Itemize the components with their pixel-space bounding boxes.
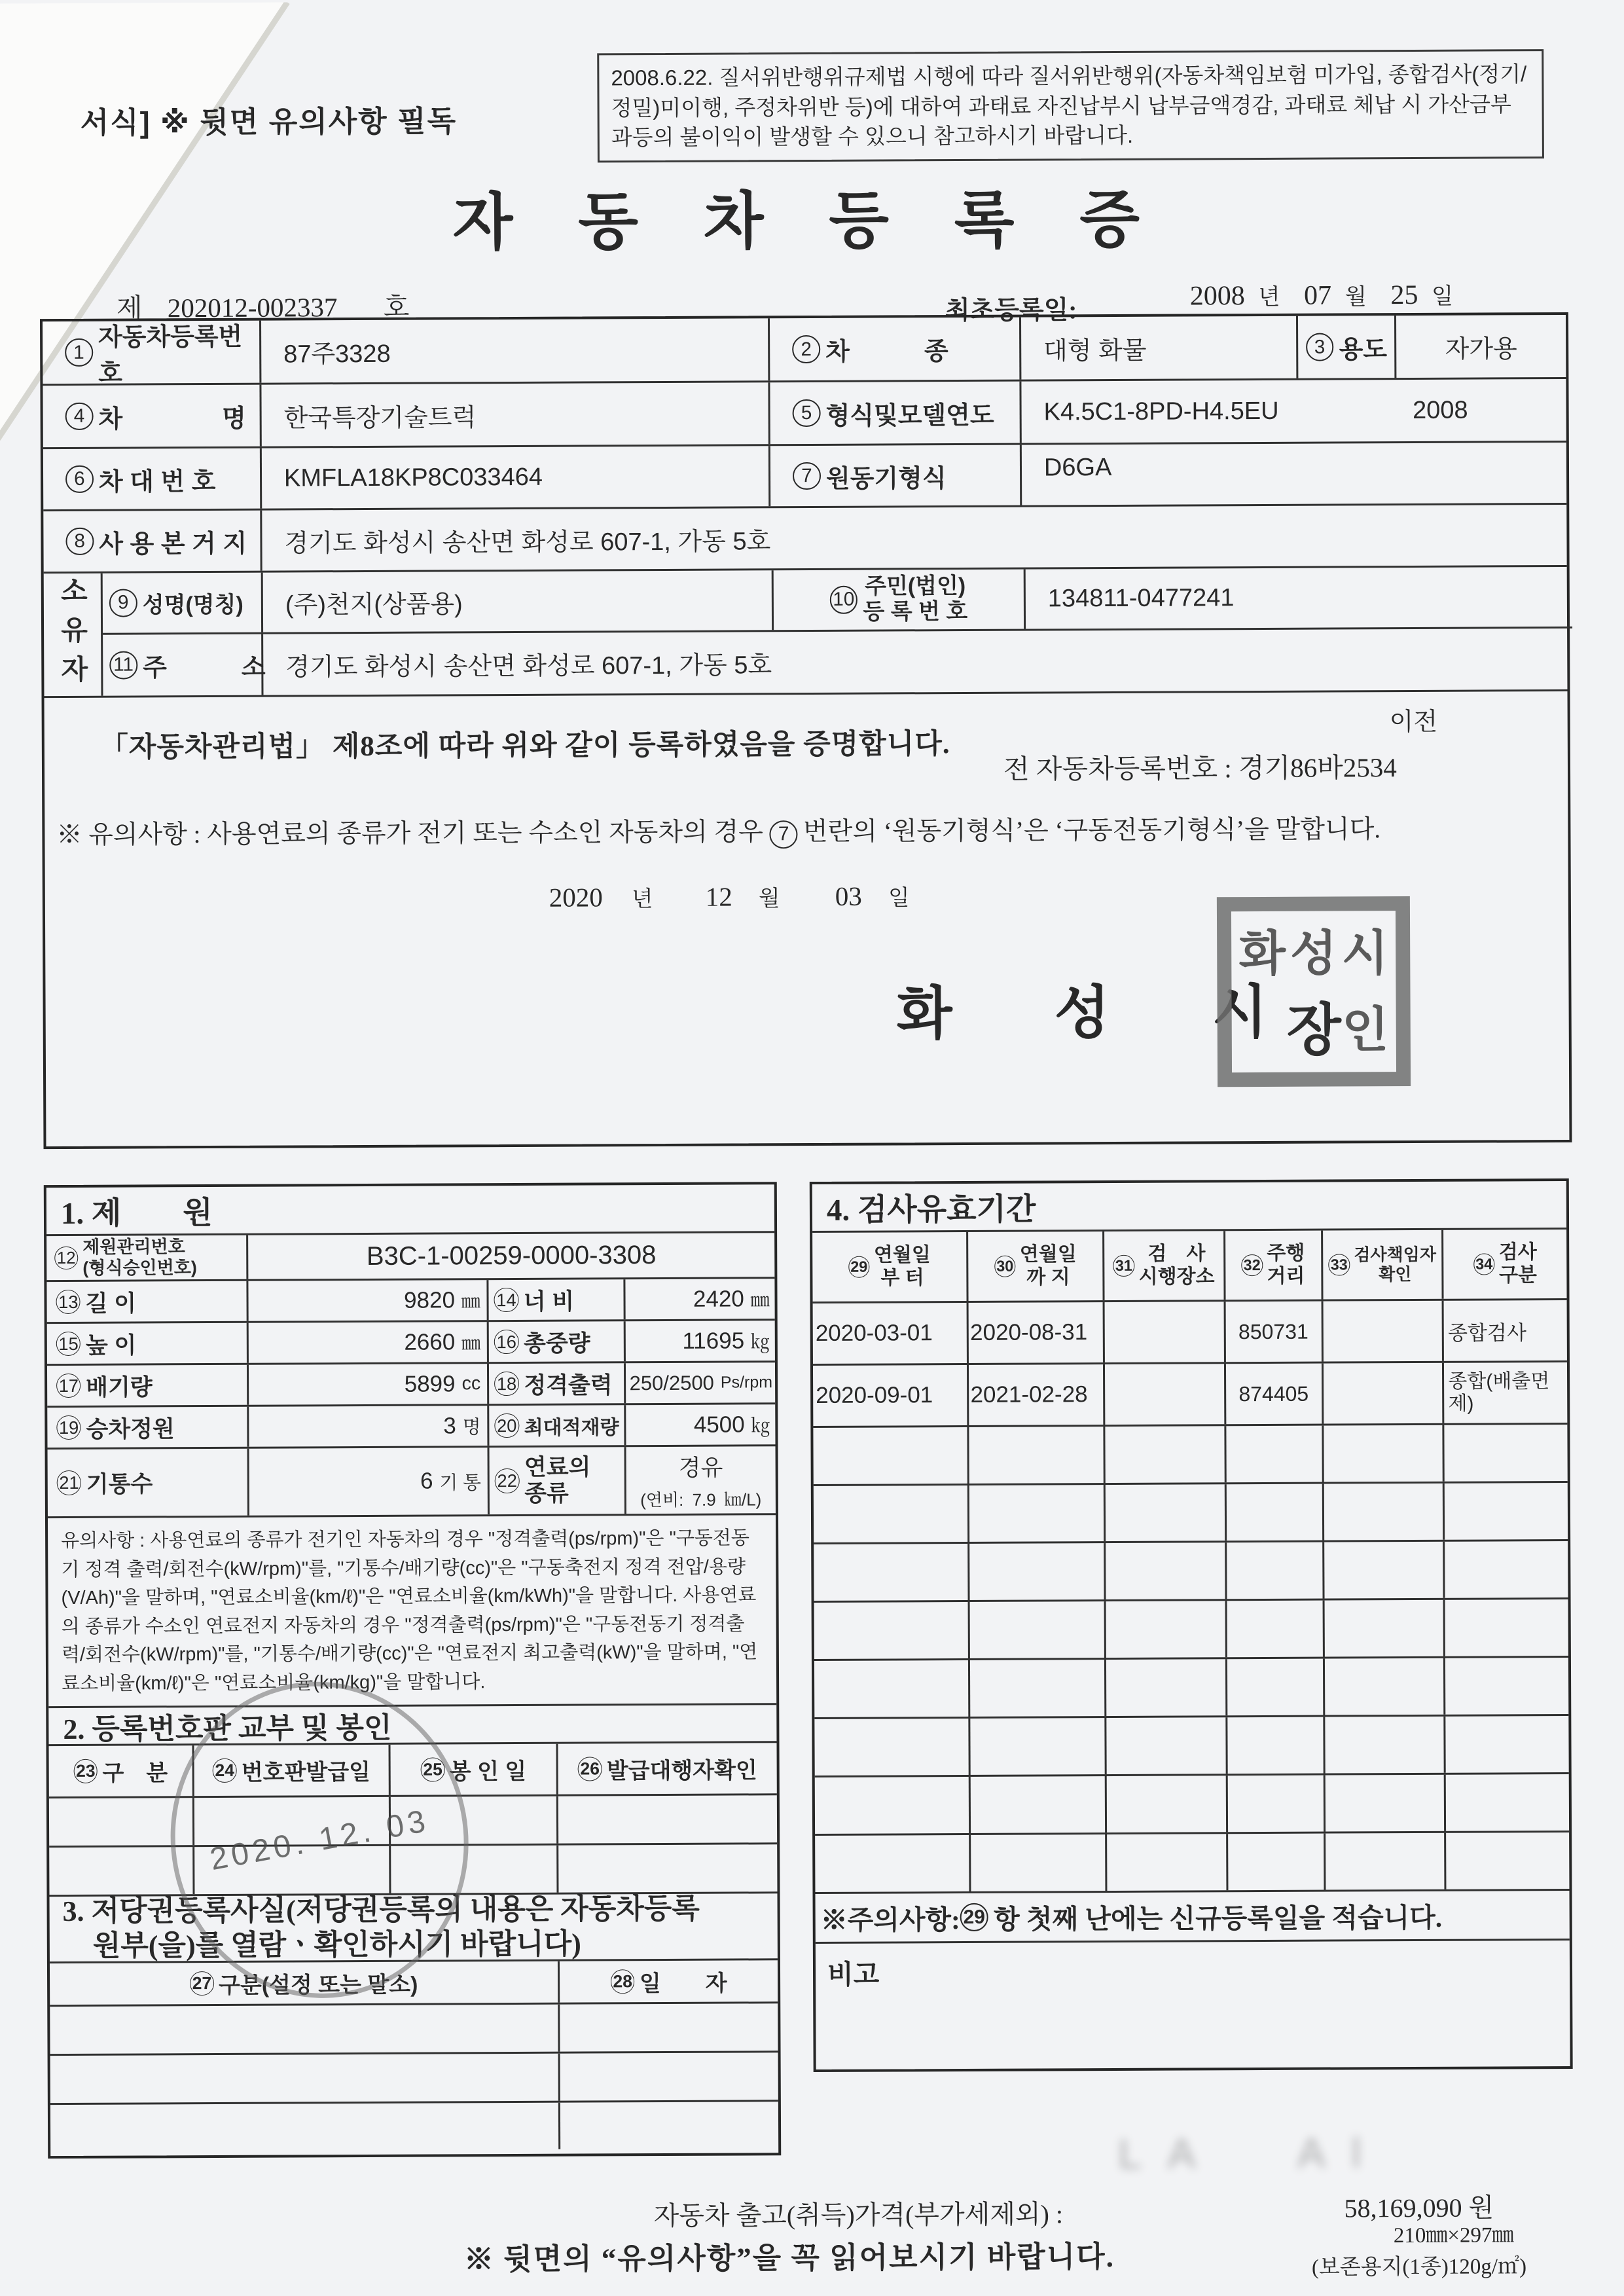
insp-col-from: 29 연월일 부 터 bbox=[812, 1232, 969, 1302]
width-value: 2420 ㎜ bbox=[693, 1285, 770, 1312]
usage-label: 3 용도 bbox=[1298, 316, 1396, 378]
insp-col-to: 30 연월일 까 지 bbox=[968, 1231, 1104, 1301]
spec-mgmt-label: 12 제원관리번호 (형식승인번호) bbox=[46, 1235, 248, 1280]
issuing-authority: 화 성 시 bbox=[896, 981, 1290, 1047]
insp-sign bbox=[1323, 1301, 1444, 1362]
insp-col-type: 34 검사 구분 bbox=[1443, 1230, 1566, 1299]
mortgage-title: 3. 저당권등록사실(저당권등록의 내용은 자동차등록 원부(을)를 열람ㆍ확인하시기 바랍니다) bbox=[50, 1893, 778, 1963]
factory-price-value: 58,169,090 원 bbox=[1344, 2193, 1494, 2223]
first-registration-label: 최초등록일: bbox=[945, 296, 1077, 325]
backside-note: ※ 뒷면의 “유의사항”을 꼭 읽어보시기 바랍니다. bbox=[463, 2240, 1115, 2276]
stamp-date-text: 2020. 12. 03 bbox=[207, 1803, 432, 1877]
issue-month: 12 bbox=[705, 881, 732, 912]
paper-size: 210㎜×297㎜ bbox=[1393, 2223, 1514, 2248]
height-label: 15 높 이 bbox=[47, 1323, 249, 1364]
plate-col-seal-date: 25 봉 인 일 bbox=[391, 1744, 558, 1795]
previous-reg-no: 전 자동차등록번호 : 경기86바2534 bbox=[1003, 752, 1397, 784]
doc-no-prefix: 제 bbox=[116, 293, 143, 323]
mortgage-header-row bbox=[50, 1960, 778, 2007]
inspection-empty-row bbox=[814, 1483, 1568, 1544]
spec-row-13-14 bbox=[46, 1279, 774, 1324]
inspection-empty-row bbox=[815, 1832, 1569, 1894]
plate-col-issue-date: 24 번호판발급일 bbox=[194, 1745, 391, 1796]
insp-distance: 874405 bbox=[1226, 1364, 1324, 1425]
insp-place bbox=[1105, 1364, 1226, 1425]
owner-name-value: (주)천지(상품용) bbox=[263, 570, 774, 632]
spec-row-12 bbox=[46, 1233, 774, 1282]
insp-distance: 850731 bbox=[1225, 1302, 1323, 1362]
reg-no-value: 87주3328 bbox=[261, 318, 770, 382]
capacity-label: 19 승차정원 bbox=[47, 1407, 249, 1448]
registration-table bbox=[40, 312, 1572, 1149]
month-unit: 월 bbox=[1344, 284, 1367, 310]
base-value: 경기도 화성시 송산면 화성로 607-1, 가동 5호 bbox=[284, 527, 771, 558]
first-reg-day: 25 bbox=[1390, 280, 1418, 311]
owner-addr-label: 11 주 소 bbox=[103, 634, 263, 696]
rated-output-value: 250/2500 Ps/rpm bbox=[629, 1371, 773, 1394]
engine-value: D6GA bbox=[1043, 453, 1112, 482]
certification-area bbox=[45, 691, 1570, 1145]
spec-row-21-22 bbox=[48, 1446, 776, 1518]
cylinders-label: 21 기통수 bbox=[48, 1449, 249, 1516]
inspection-caution: ※주의사항: 29 항 첫째 난에는 신규등록일을 적습니다. bbox=[816, 1891, 1570, 1944]
owner-name-row bbox=[103, 567, 1572, 634]
car-name-label: 4 차 명 bbox=[43, 385, 261, 447]
inspection-header-row bbox=[812, 1230, 1566, 1303]
spec-row-15-16 bbox=[47, 1321, 775, 1366]
inspection-data-row bbox=[813, 1300, 1567, 1366]
spec-row-19-20 bbox=[47, 1404, 775, 1449]
certify-statement: 「자동차관리법」 제8조에 따라 위와 같이 등록하였음을 증명합니다. bbox=[99, 729, 950, 763]
inspection-remark: 비고 bbox=[827, 1959, 880, 1990]
inspection-empty-row bbox=[814, 1599, 1568, 1661]
inspection-title: 4. 검사유효기간 bbox=[812, 1181, 1566, 1233]
owner-name-label: 9 성명(명칭) bbox=[103, 573, 263, 633]
gross-weight-label: 16 총중량 bbox=[489, 1321, 626, 1362]
model-label: 5 형식및모델연도 bbox=[770, 382, 1022, 445]
owner-addr-row bbox=[103, 628, 1572, 695]
reg-no-label: 1 자동차등록번호 bbox=[43, 321, 261, 384]
spec-title: 1. 제 원 bbox=[46, 1184, 774, 1236]
insp-col-distance: 32 주행 거리 bbox=[1225, 1231, 1323, 1300]
vin-value: KMFLA18KP8C033464 bbox=[262, 446, 771, 508]
spec-box bbox=[44, 1182, 781, 2159]
vin-label: 6 차 대 번 호 bbox=[43, 448, 262, 509]
fuel-label: 22 연료의 종류 bbox=[490, 1447, 626, 1514]
insp-type: 종합검사 bbox=[1447, 1321, 1526, 1345]
engine-label: 7 원동기형식 bbox=[770, 445, 1022, 507]
car-name-value: 한국특장기술트럭 bbox=[261, 382, 770, 446]
capacity-value: 3 명 bbox=[249, 1406, 490, 1447]
first-registration-date bbox=[1190, 278, 1454, 312]
inspection-empty-row bbox=[815, 1774, 1569, 1836]
insp-sign bbox=[1324, 1363, 1445, 1424]
owner-rows bbox=[44, 567, 1568, 698]
inspection-empty-row bbox=[814, 1541, 1568, 1603]
mortgage-empty-row bbox=[50, 2003, 778, 2056]
mortgage-empty-row bbox=[50, 2102, 778, 2151]
height-value: 2660 ㎜ bbox=[249, 1322, 490, 1363]
fuel-type-notice: ※ 유의사항 : 사용연료의 종류가 전기 또는 수소인 자동차의 경우 7 번란의 ‘원동기형식’은 ‘구동전동기형식’을 말합니다. bbox=[56, 815, 1381, 850]
insp-type: 종합(배출면제) bbox=[1448, 1370, 1550, 1415]
displacement-label: 17 배기량 bbox=[47, 1365, 249, 1406]
table-row bbox=[43, 505, 1566, 574]
width-label: 14 너 비 bbox=[489, 1279, 626, 1320]
length-label: 13 길 이 bbox=[46, 1281, 248, 1322]
factory-price-label: 자동차 출고(취득)가격(부가세제외) : bbox=[653, 2199, 1064, 2231]
plate-col-agent: 26 발급대행자확인 bbox=[558, 1743, 777, 1794]
length-value: 9820 ㎜ bbox=[248, 1280, 489, 1321]
insp-to: 2021-02-28 bbox=[969, 1364, 1105, 1425]
table-row bbox=[43, 315, 1566, 386]
paper-note: (보존용지(1종)120g/㎡) bbox=[1311, 2255, 1527, 2280]
car-type-label: 2 차 종 bbox=[770, 318, 1021, 381]
penalty-notice-box: 2008.6.22. 질서위반행위규제법 시행에 따라 질서위반행위(자동차책임보험 미가입, 종합검사(정기/정밀)미이행, 주정차위반 등)에 대하여 과태료 자진납부시 납부금액경감, 과태료 체납 시 가산금부과등의 불이익이 발생할 수 있으니 참고하시기 바랍니다. bbox=[597, 49, 1544, 162]
owner-subtable bbox=[103, 567, 1573, 696]
transfer-tag: 이전 bbox=[1389, 708, 1438, 737]
inspection-empty-row bbox=[814, 1716, 1568, 1777]
inspection-data-row bbox=[813, 1362, 1567, 1428]
spec-row-17-18 bbox=[47, 1362, 775, 1408]
page-title: 자 동 차 등 록 증 bbox=[452, 185, 1165, 258]
handwriting-smudge: LA Al bbox=[1118, 2129, 1388, 2178]
spec-note: 유의사항 : 사용연료의 종류가 전기인 자동차의 경우 "정격출력(ps/rpm)"은 "구동전동기 정격 출력/회전수(kW/rpm)"를, "기통수/배기량(cc)"은 "구동축전지 정격 전압/용량(V/Ah)"을 말하며, "연료소비율(km/ℓ)"은 "연료소비율(km/kWh)"을 말합니다. 사용연료의 종류가 수소인 연료전지 자동차의 경우 "정격출력(ps/rpm)"은 "구동전동기 정격출력/회전수(kW/rpm)"를, "기통수/배기량(cc)"은 "연료전지 최고출력(kW)"을 말하며, "연료소비율(km/ℓ)"은 "연료소비율(km/kg)"을 말합니다. bbox=[48, 1515, 776, 1708]
form-corner-note: 서식] ※ 뒷면 유의사항 필독 bbox=[80, 104, 458, 139]
car-type-value: 대형 화물 bbox=[1021, 316, 1299, 380]
owner-id-label: 10 주민(법인) 등 록 번 호 bbox=[774, 570, 1026, 630]
plate-col-division: 23 구 분 bbox=[49, 1745, 195, 1796]
insp-from: 2020-09-01 bbox=[813, 1365, 969, 1426]
base-label: 8 사 용 본 거 지 bbox=[43, 511, 262, 572]
spec-mgmt-value: B3C-1-00259-0000-3308 bbox=[366, 1241, 657, 1271]
gross-weight-value: 11695 ㎏ bbox=[682, 1327, 770, 1354]
max-load-label: 20 최대적재량 bbox=[489, 1405, 626, 1446]
insp-col-inspector: 33 검사책임자 확인 bbox=[1323, 1230, 1444, 1300]
model-year: 2008 bbox=[1412, 396, 1468, 424]
model-value-cell bbox=[1021, 379, 1566, 443]
insp-to: 2020-08-31 bbox=[969, 1302, 1105, 1363]
cylinders-value: 6 기 통 bbox=[249, 1448, 490, 1516]
table-row bbox=[43, 379, 1566, 449]
insp-place bbox=[1104, 1302, 1225, 1362]
doc-no: 202012-002337 bbox=[167, 292, 338, 323]
insp-from: 2020-03-01 bbox=[813, 1303, 969, 1364]
mayor-seal: 화 성 시 장 인 bbox=[1217, 896, 1411, 1087]
inspection-box bbox=[810, 1178, 1573, 2072]
fuel-value: 경유 (연비: 7.9 ㎞/L) bbox=[640, 1455, 762, 1510]
owner-id-value: 134811-0477241 bbox=[1047, 583, 1235, 613]
issue-date: 2020 년 12 월 03 일 bbox=[549, 881, 910, 913]
doc-no-suffix: 호 bbox=[383, 291, 410, 322]
mortgage-col-date: 28 일 자 bbox=[560, 1960, 778, 2002]
mortgage-empty-row bbox=[50, 2052, 778, 2105]
max-load-value: 4500 ㎏ bbox=[693, 1411, 770, 1438]
inspection-empty-row bbox=[813, 1425, 1567, 1486]
issue-day: 03 bbox=[835, 881, 862, 911]
year-unit: 년 bbox=[1258, 284, 1280, 310]
table-row bbox=[43, 443, 1566, 511]
owner-group-label: 소유자 bbox=[44, 574, 103, 696]
mortgage-col-division: 27 구분(설정 또는 말소) bbox=[50, 1961, 560, 2005]
model-code: K4.5C1-8PD-H4.5EU bbox=[1043, 397, 1279, 426]
rated-output-label: 18 정격출력 bbox=[489, 1363, 626, 1404]
usage-value: 자가용 bbox=[1445, 335, 1517, 363]
first-reg-month: 07 bbox=[1304, 280, 1332, 311]
first-reg-year: 2008 bbox=[1189, 281, 1245, 312]
day-unit: 일 bbox=[1431, 283, 1454, 309]
inspection-empty-row bbox=[814, 1658, 1568, 1719]
insp-col-place: 31 검 사 시행장소 bbox=[1104, 1231, 1225, 1300]
issue-year: 2020 bbox=[549, 882, 603, 913]
plate-title: 2. 등록번호판 교부 및 봉인 bbox=[48, 1705, 776, 1746]
owner-addr-value: 경기도 화성시 송산면 화성로 607-1, 가동 5호 bbox=[285, 651, 772, 682]
displacement-value: 5899 cc bbox=[249, 1364, 490, 1405]
